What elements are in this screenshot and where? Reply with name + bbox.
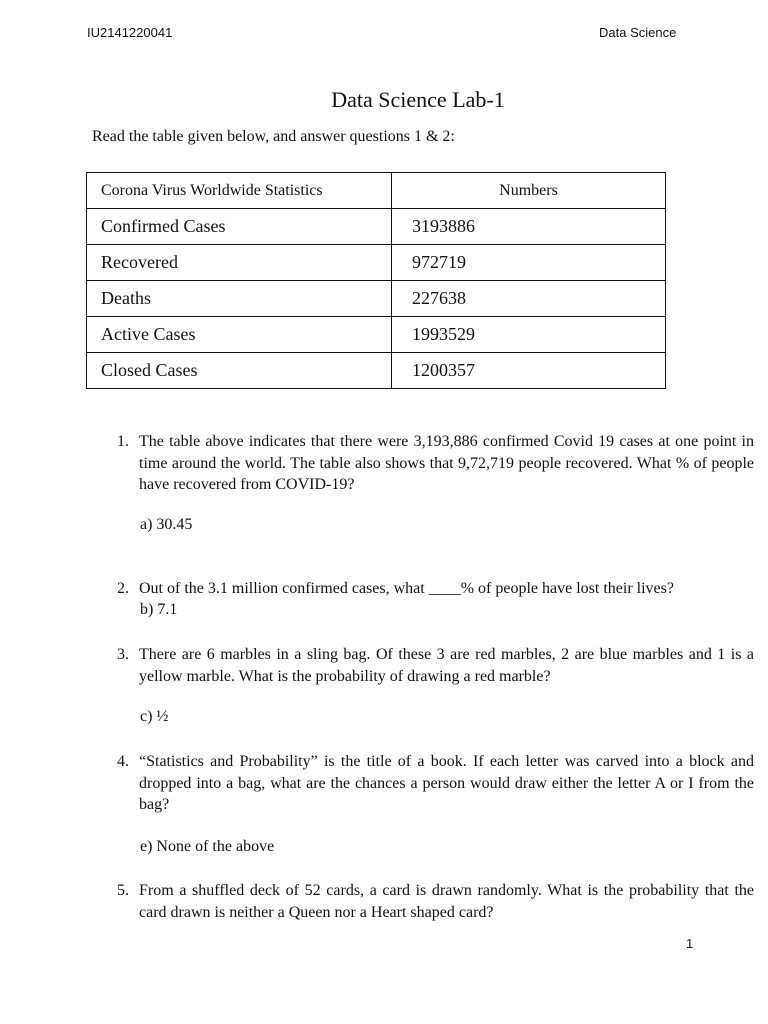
table-row-label: Recovered xyxy=(87,245,392,281)
question-1 xyxy=(117,431,754,496)
table-header-cell: Numbers xyxy=(392,173,666,209)
table-row-label: Confirmed Cases xyxy=(87,209,392,245)
table-row xyxy=(87,353,666,389)
question-number: 2. xyxy=(117,580,129,597)
question-number: 1. xyxy=(117,433,129,450)
table-row-value: 972719 xyxy=(392,245,666,281)
table-row-label: Active Cases xyxy=(87,317,392,353)
header-course-title: Data Science xyxy=(599,25,677,40)
table-row-value: 227638 xyxy=(392,281,666,317)
table-row-label: Deaths xyxy=(87,281,392,317)
table-row xyxy=(87,245,666,281)
table-row xyxy=(87,209,666,245)
question-number: 3. xyxy=(117,646,129,663)
answer-3: c) ½ xyxy=(140,708,169,725)
table-row xyxy=(87,281,666,317)
question-text: Out of the 3.1 million confirmed cases, what ____% of people have lost their lives? xyxy=(139,580,674,597)
question-5 xyxy=(117,880,754,923)
question-number: 5. xyxy=(117,882,129,899)
question-text: From a shuffled deck of 52 cards, a card is drawn randomly. What is the probability that the card drawn is neither a Queen nor a Heart shaped card? xyxy=(139,882,754,921)
question-text: The table above indicates that there were 3,193,886 confirmed Covid 19 cases at one point in time around the world. The table also shows that 9,72,719 people recovered. What % of people have recovered from COVID-19? xyxy=(139,433,754,493)
page-title: Data Science Lab-1 xyxy=(331,87,505,112)
question-text: There are 6 marbles in a sling bag. Of these 3 are red marbles, 2 are blue marbles and 1 is a yellow marble. What is the probability of drawing a red marble? xyxy=(139,646,754,685)
answer-1: a) 30.45 xyxy=(140,516,193,533)
question-2 xyxy=(117,578,754,600)
document-id: IU2141220041 xyxy=(87,25,173,40)
table-header-cell: Corona Virus Worldwide Statistics xyxy=(87,173,392,209)
question-number: 4. xyxy=(117,753,129,770)
covid-statistics-table xyxy=(86,172,666,389)
page-number: 1 xyxy=(686,936,694,951)
table-row-value: 1993529 xyxy=(392,317,666,353)
table-row-value: 1200357 xyxy=(392,353,666,389)
answer-2: b) 7.1 xyxy=(140,601,178,618)
answer-4: e) None of the above xyxy=(140,838,275,855)
intro-text: Read the table given below, and answer questions 1 & 2: xyxy=(92,128,455,145)
question-4 xyxy=(117,751,754,816)
question-text: “Statistics and Probability” is the title of a book. If each letter was carved into a block and dropped into a bag, what are the chances a person would draw either the letter A or I from the bag? xyxy=(139,753,754,813)
table-row-value: 3193886 xyxy=(392,209,666,245)
table-row-label: Closed Cases xyxy=(87,353,392,389)
table-row xyxy=(87,317,666,353)
question-3 xyxy=(117,644,754,687)
table-header-row xyxy=(87,173,666,209)
